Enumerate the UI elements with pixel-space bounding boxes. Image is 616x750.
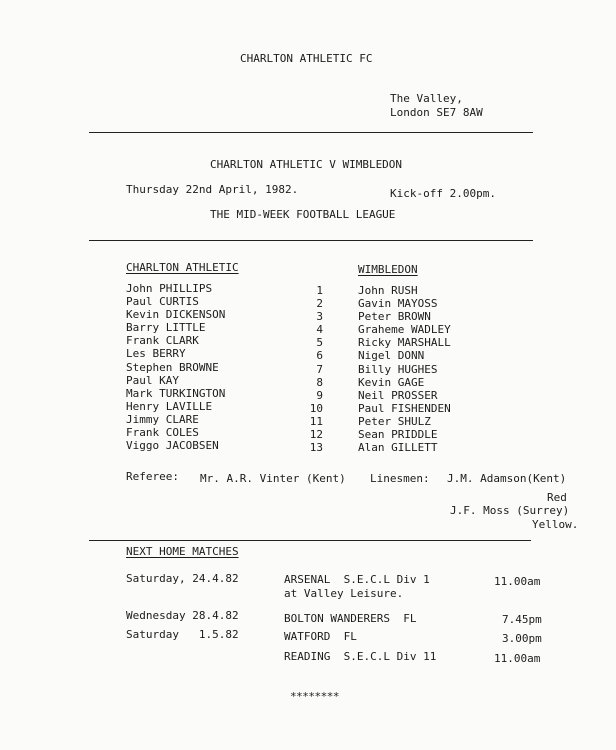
home-player: Henry LAVILLE <box>126 399 213 413</box>
away-player: Gavin MAYOSS <box>358 297 438 311</box>
shirt-number: 2 <box>316 297 323 311</box>
address-line-1: The Valley, <box>390 92 463 105</box>
shirt-number: 4 <box>316 323 323 337</box>
next-matches-heading: NEXT HOME MATCHES <box>126 545 239 558</box>
divider-top <box>89 132 533 133</box>
home-player: John PHILLIPS <box>126 282 213 295</box>
away-player: Paul FISHENDEN <box>358 401 451 415</box>
home-player: Mark TURKINGTON <box>126 386 226 400</box>
away-team-list <box>358 284 451 454</box>
home-player: Jimmy CLARE <box>126 412 199 426</box>
away-team-heading: WIMBLEDON <box>358 263 418 276</box>
shirt-number: 3 <box>316 310 323 324</box>
shirt-number: 11 <box>309 414 323 428</box>
fixture-time: 11.00am <box>494 652 541 665</box>
shirt-number: 8 <box>316 375 323 389</box>
home-player: Frank COLES <box>126 426 199 440</box>
shirt-number: 12 <box>309 428 323 442</box>
home-player: Frank CLARK <box>126 334 199 348</box>
away-player: Ricky MARSHALL <box>358 336 451 350</box>
linesman-1-flag: Red <box>547 491 567 504</box>
shirt-number: 7 <box>316 362 323 376</box>
league-name: THE MID-WEEK FOOTBALL LEAGUE <box>210 208 396 221</box>
away-player: Billy HUGHES <box>358 362 438 376</box>
fixture-opponent: ARSENAL S.E.C.L Div 1 <box>284 573 430 586</box>
fixture-time: 11.00am <box>494 575 541 588</box>
home-player: Stephen BROWNE <box>126 360 219 374</box>
shirt-number: 9 <box>316 388 323 402</box>
club-title: CHARLTON ATHLETIC FC <box>240 52 373 65</box>
match-title: CHARLTON ATHLETIC V WIMBLEDON <box>210 158 403 171</box>
away-player: Graheme WADLEY <box>358 323 451 337</box>
footer-stars: ******** <box>290 690 339 703</box>
away-player: Nigel DONN <box>358 349 425 363</box>
away-player: Neil PROSSER <box>358 388 438 402</box>
fixture-opponent: BOLTON WANDERERS FL <box>284 612 417 625</box>
home-player: Viggo JACOBSEN <box>126 439 219 453</box>
home-player: Paul CURTIS <box>126 295 199 309</box>
linesman-1: J.M. Adamson(Kent) <box>447 472 567 485</box>
shirt-number: 10 <box>309 401 323 415</box>
shirt-number: 5 <box>316 336 323 350</box>
home-team-list <box>126 282 225 452</box>
shirt-number: 6 <box>316 349 323 363</box>
away-player: John RUSH <box>358 284 418 297</box>
linesman-2: J.F. Moss (Surrey) <box>450 504 570 517</box>
home-team-heading: CHARLTON ATHLETIC <box>126 261 239 274</box>
home-player: Barry LITTLE <box>126 321 206 335</box>
match-date: Thursday 22nd April, 1982. <box>126 183 299 196</box>
referee-name: Mr. A.R. Vinter (Kent) <box>200 472 346 485</box>
kickoff-time: Kick-off 2.00pm. <box>390 187 496 200</box>
home-player: Paul KAY <box>126 373 179 387</box>
fixture-time: 7.45pm <box>502 613 542 626</box>
home-player: Les BERRY <box>126 347 186 361</box>
home-player: Kevin DICKENSON <box>126 308 226 322</box>
fixture-date: Saturday, 24.4.82 <box>126 572 239 585</box>
away-player: Alan GILLETT <box>358 441 438 455</box>
away-player: Kevin GAGE <box>358 375 425 389</box>
divider-bottom <box>89 540 531 541</box>
away-player: Peter BROWN <box>358 310 431 324</box>
away-player: Sean PRIDDLE <box>358 428 438 442</box>
fixture-opponent: READING S.E.C.L Div 11 <box>284 650 437 663</box>
address-line-2: London SE7 8AW <box>390 106 483 119</box>
referee-label: Referee: <box>126 470 179 483</box>
fixture-venue-note: at Valley Leisure. <box>284 587 404 600</box>
away-player: Peter SHULZ <box>358 414 431 428</box>
fixture-date: Wednesday 28.4.82 <box>126 609 239 622</box>
fixture-opponent: WATFORD FL <box>284 630 357 643</box>
linesman-2-flag: Yellow. <box>532 518 579 531</box>
fixture-date: Saturday 1.5.82 <box>126 628 239 641</box>
shirt-number: 1 <box>316 284 323 297</box>
divider-middle <box>89 240 533 241</box>
shirt-number-list <box>303 284 323 454</box>
linesmen-label: Linesmen: <box>370 472 430 485</box>
fixture-time: 3.00pm <box>502 632 542 645</box>
shirt-number: 13 <box>309 441 323 455</box>
